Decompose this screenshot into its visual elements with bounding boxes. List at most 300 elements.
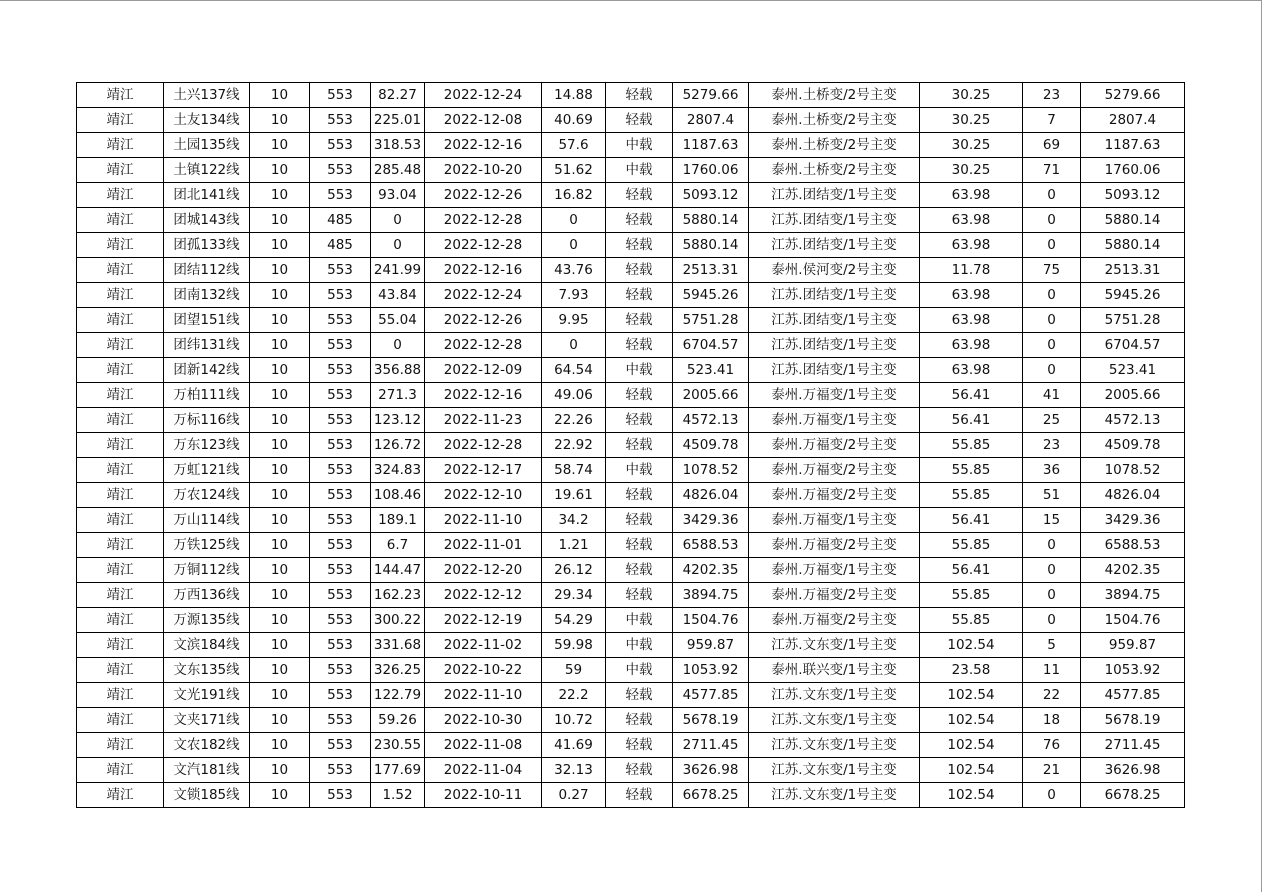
capacity-cell: 553: [310, 558, 371, 583]
line-name-cell: 团望151线: [164, 308, 250, 333]
region-cell: 靖江: [77, 583, 164, 608]
remaining-capacity-cell: 6588.53: [1081, 533, 1185, 558]
available-capacity-cell: 5093.12: [673, 183, 749, 208]
voltage-cell: 10: [250, 383, 310, 408]
capacity-cell: 553: [310, 608, 371, 633]
region-cell: 靖江: [77, 683, 164, 708]
max-load-cell: 225.01: [371, 108, 425, 133]
table-row: [77, 608, 1185, 633]
load-level-cell: 轻载: [606, 683, 673, 708]
voltage-cell: 10: [250, 433, 310, 458]
transformer-load-rate-cell: 56.41: [920, 383, 1023, 408]
max-load-cell: 324.83: [371, 458, 425, 483]
transformer-load-rate-cell: 55.85: [920, 533, 1023, 558]
count-cell: 71: [1023, 158, 1081, 183]
line-name-cell: 文东135线: [164, 658, 250, 683]
date-cell: 2022-11-10: [425, 508, 542, 533]
count-cell: 0: [1023, 233, 1081, 258]
available-capacity-cell: 1504.76: [673, 608, 749, 633]
line-name-cell: 文农182线: [164, 733, 250, 758]
load-rate-cell: 0: [542, 208, 606, 233]
transformer-load-rate-cell: 102.54: [920, 633, 1023, 658]
load-rate-cell: 19.61: [542, 483, 606, 508]
transformer-load-rate-cell: 55.85: [920, 608, 1023, 633]
line-name-cell: 土友134线: [164, 108, 250, 133]
region-cell: 靖江: [77, 108, 164, 133]
transformer-load-rate-cell: 56.41: [920, 408, 1023, 433]
remaining-capacity-cell: 1760.06: [1081, 158, 1185, 183]
max-load-cell: 1.52: [371, 783, 425, 808]
transformer-cell: 泰州.土桥变/2号主变: [749, 83, 920, 108]
count-cell: 75: [1023, 258, 1081, 283]
transformer-cell: 泰州.万福变/2号主变: [749, 608, 920, 633]
max-load-cell: 177.69: [371, 758, 425, 783]
region-cell: 靖江: [77, 508, 164, 533]
voltage-cell: 10: [250, 608, 310, 633]
max-load-cell: 0: [371, 233, 425, 258]
date-cell: 2022-12-12: [425, 583, 542, 608]
date-cell: 2022-12-24: [425, 283, 542, 308]
count-cell: 0: [1023, 533, 1081, 558]
count-cell: 21: [1023, 758, 1081, 783]
transformer-load-rate-cell: 56.41: [920, 508, 1023, 533]
transformer-load-rate-cell: 55.85: [920, 433, 1023, 458]
max-load-cell: 300.22: [371, 608, 425, 633]
available-capacity-cell: 4509.78: [673, 433, 749, 458]
date-cell: 2022-12-10: [425, 483, 542, 508]
capacity-cell: 553: [310, 783, 371, 808]
transformer-cell: 泰州.侯河变/2号主变: [749, 258, 920, 283]
count-cell: 0: [1023, 208, 1081, 233]
line-name-cell: 团城143线: [164, 208, 250, 233]
load-rate-cell: 0: [542, 333, 606, 358]
load-level-cell: 轻载: [606, 283, 673, 308]
table-row: [77, 508, 1185, 533]
transformer-load-rate-cell: 63.98: [920, 233, 1023, 258]
table-row: [77, 233, 1185, 258]
capacity-cell: 553: [310, 683, 371, 708]
voltage-cell: 10: [250, 508, 310, 533]
voltage-cell: 10: [250, 358, 310, 383]
line-name-cell: 团结112线: [164, 258, 250, 283]
count-cell: 69: [1023, 133, 1081, 158]
load-level-cell: 轻载: [606, 108, 673, 133]
table-row: [77, 83, 1185, 108]
capacity-cell: 553: [310, 258, 371, 283]
max-load-cell: 55.04: [371, 308, 425, 333]
available-capacity-cell: 5880.14: [673, 208, 749, 233]
load-rate-cell: 29.34: [542, 583, 606, 608]
load-rate-cell: 41.69: [542, 733, 606, 758]
max-load-cell: 331.68: [371, 633, 425, 658]
capacity-cell: 553: [310, 733, 371, 758]
load-rate-cell: 0.27: [542, 783, 606, 808]
transformer-load-rate-cell: 63.98: [920, 308, 1023, 333]
max-load-cell: 122.79: [371, 683, 425, 708]
region-cell: 靖江: [77, 483, 164, 508]
count-cell: 22: [1023, 683, 1081, 708]
voltage-cell: 10: [250, 308, 310, 333]
count-cell: 51: [1023, 483, 1081, 508]
remaining-capacity-cell: 4577.85: [1081, 683, 1185, 708]
load-rate-cell: 22.92: [542, 433, 606, 458]
remaining-capacity-cell: 959.87: [1081, 633, 1185, 658]
transformer-cell: 泰州.万福变/2号主变: [749, 483, 920, 508]
line-name-cell: 万山114线: [164, 508, 250, 533]
transformer-cell: 江苏.团结变/1号主变: [749, 183, 920, 208]
line-name-cell: 土园135线: [164, 133, 250, 158]
remaining-capacity-cell: 5751.28: [1081, 308, 1185, 333]
load-level-cell: 轻载: [606, 533, 673, 558]
transformer-cell: 江苏.文东变/1号主变: [749, 633, 920, 658]
load-rate-cell: 16.82: [542, 183, 606, 208]
load-level-cell: 轻载: [606, 558, 673, 583]
count-cell: 0: [1023, 608, 1081, 633]
max-load-cell: 241.99: [371, 258, 425, 283]
capacity-cell: 553: [310, 583, 371, 608]
voltage-cell: 10: [250, 583, 310, 608]
line-name-cell: 团孤133线: [164, 233, 250, 258]
transformer-cell: 泰州.万福变/1号主变: [749, 508, 920, 533]
remaining-capacity-cell: 1187.63: [1081, 133, 1185, 158]
load-level-cell: 轻载: [606, 383, 673, 408]
capacity-cell: 553: [310, 133, 371, 158]
load-rate-cell: 57.6: [542, 133, 606, 158]
max-load-cell: 82.27: [371, 83, 425, 108]
transformer-cell: 泰州.土桥变/2号主变: [749, 108, 920, 133]
count-cell: 0: [1023, 308, 1081, 333]
max-load-cell: 0: [371, 333, 425, 358]
date-cell: 2022-11-10: [425, 683, 542, 708]
load-level-cell: 轻载: [606, 233, 673, 258]
load-rate-cell: 58.74: [542, 458, 606, 483]
load-level-cell: 轻载: [606, 308, 673, 333]
transformer-cell: 泰州.万福变/2号主变: [749, 458, 920, 483]
region-cell: 靖江: [77, 158, 164, 183]
table-row: [77, 408, 1185, 433]
date-cell: 2022-12-17: [425, 458, 542, 483]
feeder-load-table: [76, 82, 1185, 808]
transformer-cell: 泰州.万福变/1号主变: [749, 408, 920, 433]
available-capacity-cell: 1760.06: [673, 158, 749, 183]
available-capacity-cell: 5751.28: [673, 308, 749, 333]
available-capacity-cell: 3626.98: [673, 758, 749, 783]
date-cell: 2022-12-28: [425, 233, 542, 258]
available-capacity-cell: 3429.36: [673, 508, 749, 533]
date-cell: 2022-11-23: [425, 408, 542, 433]
load-level-cell: 轻载: [606, 183, 673, 208]
capacity-cell: 553: [310, 383, 371, 408]
remaining-capacity-cell: 5945.26: [1081, 283, 1185, 308]
date-cell: 2022-11-02: [425, 633, 542, 658]
table-row: [77, 258, 1185, 283]
available-capacity-cell: 1078.52: [673, 458, 749, 483]
max-load-cell: 43.84: [371, 283, 425, 308]
table-row: [77, 658, 1185, 683]
date-cell: 2022-12-28: [425, 333, 542, 358]
region-cell: 靖江: [77, 258, 164, 283]
count-cell: 7: [1023, 108, 1081, 133]
table-body: [77, 83, 1185, 808]
load-rate-cell: 22.26: [542, 408, 606, 433]
line-name-cell: 万标116线: [164, 408, 250, 433]
capacity-cell: 553: [310, 408, 371, 433]
capacity-cell: 553: [310, 333, 371, 358]
max-load-cell: 189.1: [371, 508, 425, 533]
region-cell: 靖江: [77, 383, 164, 408]
remaining-capacity-cell: 3626.98: [1081, 758, 1185, 783]
transformer-load-rate-cell: 11.78: [920, 258, 1023, 283]
max-load-cell: 59.26: [371, 708, 425, 733]
available-capacity-cell: 1187.63: [673, 133, 749, 158]
capacity-cell: 553: [310, 283, 371, 308]
load-rate-cell: 40.69: [542, 108, 606, 133]
region-cell: 靖江: [77, 358, 164, 383]
capacity-cell: 553: [310, 483, 371, 508]
transformer-load-rate-cell: 102.54: [920, 758, 1023, 783]
date-cell: 2022-12-26: [425, 183, 542, 208]
transformer-cell: 泰州.万福变/1号主变: [749, 383, 920, 408]
voltage-cell: 10: [250, 108, 310, 133]
voltage-cell: 10: [250, 733, 310, 758]
transformer-load-rate-cell: 30.25: [920, 83, 1023, 108]
region-cell: 靖江: [77, 608, 164, 633]
region-cell: 靖江: [77, 333, 164, 358]
line-name-cell: 文滨184线: [164, 633, 250, 658]
count-cell: 0: [1023, 783, 1081, 808]
max-load-cell: 123.12: [371, 408, 425, 433]
available-capacity-cell: 6678.25: [673, 783, 749, 808]
capacity-cell: 553: [310, 308, 371, 333]
load-level-cell: 轻载: [606, 708, 673, 733]
remaining-capacity-cell: 5678.19: [1081, 708, 1185, 733]
table-row: [77, 158, 1185, 183]
available-capacity-cell: 2513.31: [673, 258, 749, 283]
remaining-capacity-cell: 4826.04: [1081, 483, 1185, 508]
transformer-cell: 泰州.万福变/1号主变: [749, 558, 920, 583]
table-row: [77, 783, 1185, 808]
transformer-load-rate-cell: 63.98: [920, 183, 1023, 208]
transformer-cell: 江苏.文东变/1号主变: [749, 708, 920, 733]
region-cell: 靖江: [77, 558, 164, 583]
transformer-load-rate-cell: 102.54: [920, 733, 1023, 758]
table-row: [77, 733, 1185, 758]
remaining-capacity-cell: 2807.4: [1081, 108, 1185, 133]
count-cell: 0: [1023, 558, 1081, 583]
load-rate-cell: 22.2: [542, 683, 606, 708]
remaining-capacity-cell: 1053.92: [1081, 658, 1185, 683]
voltage-cell: 10: [250, 558, 310, 583]
region-cell: 靖江: [77, 283, 164, 308]
load-level-cell: 轻载: [606, 333, 673, 358]
capacity-cell: 485: [310, 208, 371, 233]
transformer-cell: 江苏.文东变/1号主变: [749, 783, 920, 808]
voltage-cell: 10: [250, 408, 310, 433]
capacity-cell: 485: [310, 233, 371, 258]
transformer-cell: 泰州.万福变/2号主变: [749, 433, 920, 458]
transformer-cell: 泰州.万福变/2号主变: [749, 583, 920, 608]
transformer-load-rate-cell: 30.25: [920, 108, 1023, 133]
load-rate-cell: 43.76: [542, 258, 606, 283]
line-name-cell: 文汽181线: [164, 758, 250, 783]
transformer-cell: 泰州.万福变/2号主变: [749, 533, 920, 558]
remaining-capacity-cell: 5093.12: [1081, 183, 1185, 208]
transformer-cell: 江苏.团结变/1号主变: [749, 358, 920, 383]
load-level-cell: 中载: [606, 358, 673, 383]
date-cell: 2022-12-16: [425, 383, 542, 408]
remaining-capacity-cell: 5880.14: [1081, 233, 1185, 258]
count-cell: 0: [1023, 358, 1081, 383]
region-cell: 靖江: [77, 658, 164, 683]
load-level-cell: 轻载: [606, 208, 673, 233]
available-capacity-cell: 4577.85: [673, 683, 749, 708]
voltage-cell: 10: [250, 283, 310, 308]
transformer-cell: 江苏.团结变/1号主变: [749, 333, 920, 358]
transformer-load-rate-cell: 56.41: [920, 558, 1023, 583]
load-level-cell: 中载: [606, 458, 673, 483]
date-cell: 2022-10-30: [425, 708, 542, 733]
load-level-cell: 轻载: [606, 508, 673, 533]
transformer-cell: 江苏.文东变/1号主变: [749, 683, 920, 708]
region-cell: 靖江: [77, 758, 164, 783]
capacity-cell: 553: [310, 433, 371, 458]
capacity-cell: 553: [310, 708, 371, 733]
load-rate-cell: 10.72: [542, 708, 606, 733]
table-row: [77, 583, 1185, 608]
load-rate-cell: 34.2: [542, 508, 606, 533]
max-load-cell: 285.48: [371, 158, 425, 183]
load-level-cell: 中载: [606, 608, 673, 633]
table-row: [77, 683, 1185, 708]
table-row: [77, 558, 1185, 583]
line-name-cell: 万农124线: [164, 483, 250, 508]
region-cell: 靖江: [77, 308, 164, 333]
table-row: [77, 633, 1185, 658]
available-capacity-cell: 5279.66: [673, 83, 749, 108]
available-capacity-cell: 5880.14: [673, 233, 749, 258]
remaining-capacity-cell: 2513.31: [1081, 258, 1185, 283]
capacity-cell: 553: [310, 633, 371, 658]
table-row: [77, 208, 1185, 233]
capacity-cell: 553: [310, 158, 371, 183]
load-level-cell: 轻载: [606, 733, 673, 758]
transformer-load-rate-cell: 63.98: [920, 358, 1023, 383]
region-cell: 靖江: [77, 458, 164, 483]
voltage-cell: 10: [250, 708, 310, 733]
load-level-cell: 轻载: [606, 433, 673, 458]
load-rate-cell: 32.13: [542, 758, 606, 783]
remaining-capacity-cell: 523.41: [1081, 358, 1185, 383]
line-name-cell: 团北141线: [164, 183, 250, 208]
max-load-cell: 93.04: [371, 183, 425, 208]
date-cell: 2022-12-28: [425, 433, 542, 458]
date-cell: 2022-12-28: [425, 208, 542, 233]
table-row: [77, 108, 1185, 133]
count-cell: 23: [1023, 83, 1081, 108]
max-load-cell: 162.23: [371, 583, 425, 608]
transformer-load-rate-cell: 55.85: [920, 483, 1023, 508]
max-load-cell: 0: [371, 208, 425, 233]
capacity-cell: 553: [310, 108, 371, 133]
transformer-load-rate-cell: 55.85: [920, 458, 1023, 483]
voltage-cell: 10: [250, 533, 310, 558]
load-level-cell: 中载: [606, 633, 673, 658]
line-name-cell: 万柏111线: [164, 383, 250, 408]
voltage-cell: 10: [250, 633, 310, 658]
transformer-cell: 泰州.联兴变/1号主变: [749, 658, 920, 683]
capacity-cell: 553: [310, 183, 371, 208]
available-capacity-cell: 523.41: [673, 358, 749, 383]
table-row: [77, 758, 1185, 783]
date-cell: 2022-12-16: [425, 258, 542, 283]
remaining-capacity-cell: 3429.36: [1081, 508, 1185, 533]
region-cell: 靖江: [77, 408, 164, 433]
available-capacity-cell: 6704.57: [673, 333, 749, 358]
date-cell: 2022-12-24: [425, 83, 542, 108]
load-level-cell: 轻载: [606, 583, 673, 608]
table-row: [77, 483, 1185, 508]
max-load-cell: 326.25: [371, 658, 425, 683]
voltage-cell: 10: [250, 783, 310, 808]
max-load-cell: 318.53: [371, 133, 425, 158]
voltage-cell: 10: [250, 83, 310, 108]
transformer-load-rate-cell: 30.25: [920, 133, 1023, 158]
remaining-capacity-cell: 4509.78: [1081, 433, 1185, 458]
capacity-cell: 553: [310, 758, 371, 783]
date-cell: 2022-12-16: [425, 133, 542, 158]
table-row: [77, 708, 1185, 733]
max-load-cell: 356.88: [371, 358, 425, 383]
available-capacity-cell: 959.87: [673, 633, 749, 658]
transformer-cell: 江苏.团结变/1号主变: [749, 283, 920, 308]
table-row: [77, 333, 1185, 358]
table-row: [77, 383, 1185, 408]
region-cell: 靖江: [77, 183, 164, 208]
transformer-load-rate-cell: 63.98: [920, 208, 1023, 233]
count-cell: 11: [1023, 658, 1081, 683]
table-row: [77, 358, 1185, 383]
available-capacity-cell: 6588.53: [673, 533, 749, 558]
voltage-cell: 10: [250, 158, 310, 183]
region-cell: 靖江: [77, 133, 164, 158]
voltage-cell: 10: [250, 758, 310, 783]
transformer-load-rate-cell: 30.25: [920, 158, 1023, 183]
date-cell: 2022-12-19: [425, 608, 542, 633]
count-cell: 25: [1023, 408, 1081, 433]
region-cell: 靖江: [77, 533, 164, 558]
remaining-capacity-cell: 3894.75: [1081, 583, 1185, 608]
region-cell: 靖江: [77, 233, 164, 258]
load-level-cell: 轻载: [606, 83, 673, 108]
load-level-cell: 中载: [606, 133, 673, 158]
voltage-cell: 10: [250, 458, 310, 483]
line-name-cell: 土兴137线: [164, 83, 250, 108]
remaining-capacity-cell: 6704.57: [1081, 333, 1185, 358]
max-load-cell: 144.47: [371, 558, 425, 583]
count-cell: 5: [1023, 633, 1081, 658]
line-name-cell: 团新142线: [164, 358, 250, 383]
max-load-cell: 6.7: [371, 533, 425, 558]
available-capacity-cell: 2711.45: [673, 733, 749, 758]
table-row: [77, 308, 1185, 333]
table-row: [77, 133, 1185, 158]
available-capacity-cell: 4826.04: [673, 483, 749, 508]
load-rate-cell: 59: [542, 658, 606, 683]
load-level-cell: 轻载: [606, 408, 673, 433]
transformer-load-rate-cell: 55.85: [920, 583, 1023, 608]
transformer-cell: 江苏.团结变/1号主变: [749, 208, 920, 233]
region-cell: 靖江: [77, 633, 164, 658]
